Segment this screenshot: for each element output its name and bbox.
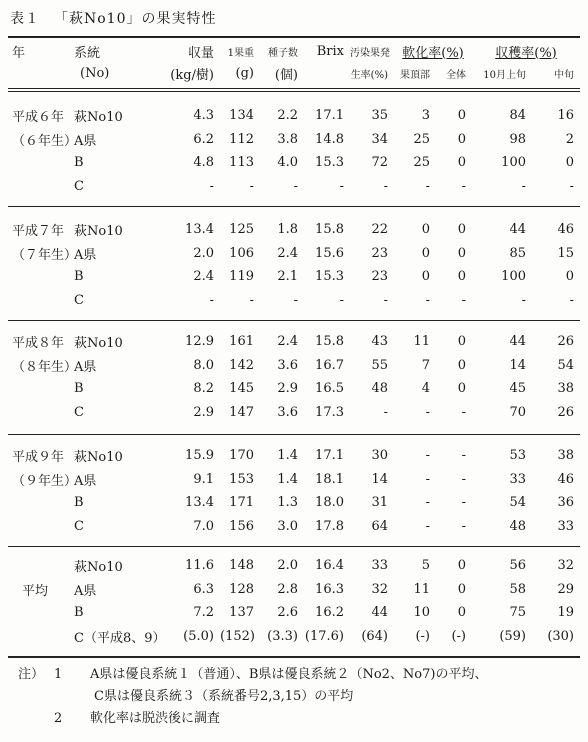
cell: 70 xyxy=(509,404,526,420)
header-soft-top: 果頂部 xyxy=(400,69,430,81)
cell: 147 xyxy=(229,404,254,420)
cell: 8.0 xyxy=(193,357,214,373)
cell: 43 xyxy=(371,334,388,350)
header-yield: 収量 xyxy=(187,45,214,61)
table-row xyxy=(8,625,580,649)
table-row xyxy=(8,401,580,425)
system-cell: A県 xyxy=(74,247,97,263)
system-cell: 萩No10 xyxy=(74,110,123,126)
year-label: 平成７年 xyxy=(12,224,65,240)
cell: 64 xyxy=(371,518,388,534)
cell: - xyxy=(425,471,430,487)
cell: 16.7 xyxy=(315,357,344,373)
cell: (64) xyxy=(361,628,388,644)
year-label: 平成９年 xyxy=(12,450,65,466)
cell: - xyxy=(383,178,388,194)
average-label: 平均 xyxy=(22,583,49,599)
cell: - xyxy=(461,495,466,511)
header-weight-unit: (g) xyxy=(235,65,254,81)
cell: 45 xyxy=(509,381,526,397)
cell: - xyxy=(425,448,430,464)
cell: 11 xyxy=(413,334,430,350)
cell: 1.8 xyxy=(277,222,298,238)
cell: 100 xyxy=(501,269,526,285)
block-rule xyxy=(8,206,580,207)
cell: 32 xyxy=(371,581,388,597)
year-label: 平成８年 xyxy=(12,336,65,352)
cell: 128 xyxy=(229,581,254,597)
cell: 56 xyxy=(509,558,526,574)
cell: 9.1 xyxy=(193,471,214,487)
cell: 19 xyxy=(557,605,574,621)
cell: 4.0 xyxy=(277,155,298,171)
cell: 119 xyxy=(229,269,254,285)
cell: 3 xyxy=(421,108,430,124)
table-row xyxy=(8,330,580,354)
system-cell: B xyxy=(74,381,84,397)
cell: 26 xyxy=(557,404,574,420)
cell: - xyxy=(249,178,254,194)
cell: 72 xyxy=(371,155,388,171)
cell: 7.0 xyxy=(193,518,214,534)
cell: 15.8 xyxy=(315,222,344,238)
table-row xyxy=(8,128,580,152)
cell: 12.9 xyxy=(185,334,214,350)
cell: 11 xyxy=(413,581,430,597)
cell: 35 xyxy=(371,108,388,124)
system-cell: B xyxy=(74,605,84,621)
cell: 148 xyxy=(229,558,254,574)
cell: 0 xyxy=(457,605,466,621)
cell: - xyxy=(461,448,466,464)
note-text: A県は優良系統１（普通）、B県は優良系統２（No2、No7)の平均、 xyxy=(90,667,488,682)
cell: 0 xyxy=(457,381,466,397)
cell: 0 xyxy=(457,334,466,350)
header-rule xyxy=(8,88,580,89)
header-soft-all: 全体 xyxy=(446,69,466,81)
cell: 44 xyxy=(371,605,388,621)
cell: 98 xyxy=(509,131,526,147)
system-cell: 萩No10 xyxy=(74,560,123,576)
cell: 7 xyxy=(421,357,430,373)
cell: 7.2 xyxy=(193,605,214,621)
cell: 15.6 xyxy=(315,245,344,261)
cell: 8.2 xyxy=(193,381,214,397)
cell: 29 xyxy=(557,581,574,597)
note-1-cont xyxy=(18,686,487,708)
cell: 171 xyxy=(229,495,254,511)
cell: 0 xyxy=(457,222,466,238)
cell: 14 xyxy=(371,471,388,487)
cell: 17.1 xyxy=(315,108,344,124)
cell: - xyxy=(461,178,466,194)
cell: 16.2 xyxy=(315,605,344,621)
note-label: 注） xyxy=(18,667,45,682)
cell: - xyxy=(461,292,466,308)
cell: 2.4 xyxy=(277,334,298,350)
cell: 15 xyxy=(557,245,574,261)
table-row xyxy=(8,104,580,128)
system-cell: 萩No10 xyxy=(74,450,123,466)
cell: 2.0 xyxy=(277,558,298,574)
year-label: 平成６年 xyxy=(12,110,65,126)
cell: 145 xyxy=(229,381,254,397)
header-harvest-mid: 中旬 xyxy=(554,69,574,81)
system-cell: C xyxy=(74,518,84,534)
cell: 3.0 xyxy=(277,518,298,534)
table-row xyxy=(8,444,580,468)
cell: 10 xyxy=(413,605,430,621)
cell: 18.0 xyxy=(315,495,344,511)
cell: - xyxy=(461,404,466,420)
system-cell: B xyxy=(74,269,84,285)
bottom-rule xyxy=(8,656,580,658)
cell: 6.2 xyxy=(193,131,214,147)
cell: 0 xyxy=(457,558,466,574)
table-row xyxy=(8,218,580,242)
cell: 15.8 xyxy=(315,334,344,350)
cell: 0 xyxy=(457,581,466,597)
cell: 33 xyxy=(371,558,388,574)
cell: 53 xyxy=(509,448,526,464)
table-row xyxy=(8,554,580,578)
cell: 0 xyxy=(421,269,430,285)
cell: 32 xyxy=(557,558,574,574)
cell: 23 xyxy=(371,245,388,261)
header-no: (No) xyxy=(80,65,110,81)
cell: 5 xyxy=(421,558,430,574)
table-row xyxy=(8,578,580,602)
cell: 142 xyxy=(229,357,254,373)
cell: - xyxy=(209,292,214,308)
year-label xyxy=(8,554,74,578)
year-sub-label: （７年生） xyxy=(12,247,78,263)
cell: 137 xyxy=(229,605,254,621)
table-header xyxy=(8,40,580,84)
cell: (17.6) xyxy=(304,628,344,644)
header-yield-unit: (kg/樹) xyxy=(170,67,214,83)
header-harvest-early: 10月上旬 xyxy=(483,69,526,81)
system-cell: B xyxy=(74,495,84,511)
cell: 0 xyxy=(565,155,574,171)
year-sub-label: （９年生） xyxy=(12,473,78,489)
block-h6 xyxy=(8,104,580,198)
block-rule xyxy=(8,434,580,435)
cell: (3.3) xyxy=(267,628,298,644)
cell: 4 xyxy=(421,381,430,397)
cell: (-) xyxy=(415,628,430,644)
cell: 16.5 xyxy=(315,381,344,397)
cell: - xyxy=(249,292,254,308)
cell: 1.4 xyxy=(277,448,298,464)
cell: 54 xyxy=(557,357,574,373)
table-row xyxy=(8,377,580,401)
cell: 85 xyxy=(509,245,526,261)
cell: 2 xyxy=(565,131,574,147)
cell: - xyxy=(461,471,466,487)
cell: 38 xyxy=(557,448,574,464)
caption-title: 「萩No10」の果実特性 xyxy=(54,11,217,27)
cell: 0 xyxy=(565,269,574,285)
system-cell: A県 xyxy=(74,133,97,149)
cell: 0 xyxy=(457,357,466,373)
cell: 134 xyxy=(229,108,254,124)
cell: (5.0) xyxy=(183,628,214,644)
cell: 84 xyxy=(509,108,526,124)
system-cell: C xyxy=(74,178,84,194)
cell: 106 xyxy=(229,245,254,261)
cell: 13.4 xyxy=(185,495,214,511)
table-row xyxy=(8,289,580,313)
cell: 33 xyxy=(557,518,574,534)
block-rule xyxy=(8,546,580,547)
table-row xyxy=(8,601,580,625)
cell: 2.1 xyxy=(277,269,298,285)
cell: 15.3 xyxy=(315,269,344,285)
cell: 2.8 xyxy=(277,581,298,597)
cell: - xyxy=(425,495,430,511)
cell: 30 xyxy=(371,448,388,464)
cell: 34 xyxy=(371,131,388,147)
cell: - xyxy=(521,292,526,308)
system-cell: C xyxy=(74,404,84,420)
cell: 16.3 xyxy=(315,581,344,597)
block-rule xyxy=(8,320,580,321)
cell: 0 xyxy=(457,245,466,261)
cell: 16 xyxy=(557,108,574,124)
cell: 25 xyxy=(413,155,430,171)
cell: - xyxy=(425,178,430,194)
cell: 2.9 xyxy=(193,404,214,420)
cell: 0 xyxy=(457,108,466,124)
cell: 46 xyxy=(557,222,574,238)
cell: 38 xyxy=(557,381,574,397)
cell: 54 xyxy=(509,495,526,511)
cell: 17.1 xyxy=(315,448,344,464)
cell: - xyxy=(209,178,214,194)
cell: - xyxy=(425,292,430,308)
cell: 48 xyxy=(371,381,388,397)
table-row xyxy=(8,175,580,199)
year-sub-label: （６年生） xyxy=(12,133,78,149)
block-h9 xyxy=(8,444,580,538)
table-row xyxy=(8,354,580,378)
cell: - xyxy=(569,178,574,194)
header-harvest: 収穫率(%) xyxy=(495,45,557,61)
cell: 14 xyxy=(509,357,526,373)
cell: 161 xyxy=(229,334,254,350)
note-number: 1 xyxy=(54,667,63,682)
cell: 36 xyxy=(557,495,574,511)
cell: 2.4 xyxy=(277,245,298,261)
cell: 15.9 xyxy=(185,448,214,464)
cell: 11.6 xyxy=(185,558,214,574)
cell: 22 xyxy=(371,222,388,238)
top-rule xyxy=(8,36,580,38)
cell: 55 xyxy=(371,357,388,373)
cell: (59) xyxy=(499,628,526,644)
note-2 xyxy=(18,708,487,730)
cell: - xyxy=(521,178,526,194)
header-stain-2: 生率(%) xyxy=(350,69,388,81)
cell: 0 xyxy=(457,269,466,285)
block-h8 xyxy=(8,330,580,424)
table-row xyxy=(8,242,580,266)
cell: 2.2 xyxy=(277,108,298,124)
header-year: 年 xyxy=(12,45,26,61)
cell: 15.3 xyxy=(315,155,344,171)
system-cell: A県 xyxy=(74,583,97,599)
system-cell: 萩No10 xyxy=(74,224,123,240)
cell: - xyxy=(461,518,466,534)
cell: 1.4 xyxy=(277,471,298,487)
system-cell: C（平成8、9） xyxy=(74,630,166,646)
cell: - xyxy=(383,404,388,420)
cell: - xyxy=(293,178,298,194)
cell: 6.3 xyxy=(193,581,214,597)
cell: 2.9 xyxy=(277,381,298,397)
cell: 2.6 xyxy=(277,605,298,621)
cell: 3.6 xyxy=(277,357,298,373)
cell: - xyxy=(383,292,388,308)
cell: - xyxy=(293,292,298,308)
table-row xyxy=(8,515,580,539)
cell: 113 xyxy=(229,155,254,171)
table-caption xyxy=(10,8,231,28)
cell: 153 xyxy=(229,471,254,487)
cell: 3.8 xyxy=(277,131,298,147)
block-h7 xyxy=(8,218,580,312)
cell: - xyxy=(339,292,344,308)
cell: 2.0 xyxy=(193,245,214,261)
cell: 0 xyxy=(457,155,466,171)
table-row xyxy=(8,491,580,515)
cell: 4.3 xyxy=(193,108,214,124)
header-softening: 軟化率(%) xyxy=(402,45,464,61)
cell: 31 xyxy=(371,495,388,511)
system-cell: A県 xyxy=(74,359,97,375)
note-1 xyxy=(18,664,487,686)
cell: 112 xyxy=(229,131,254,147)
cell: - xyxy=(569,292,574,308)
cell: - xyxy=(425,404,430,420)
note-text: 軟化率は脱渋後に調査 xyxy=(90,711,221,726)
block-average xyxy=(8,554,580,648)
system-cell: C xyxy=(74,292,84,308)
cell: 156 xyxy=(229,518,254,534)
cell: 18.1 xyxy=(315,471,344,487)
table-row xyxy=(8,265,580,289)
cell: 125 xyxy=(229,222,254,238)
cell: 44 xyxy=(509,334,526,350)
system-cell: B xyxy=(74,155,84,171)
cell: 14.8 xyxy=(315,131,344,147)
header-brix: Brix xyxy=(316,43,344,59)
cell: 0 xyxy=(421,245,430,261)
cell: 26 xyxy=(557,334,574,350)
note-text: C県は優良系統３（系統番号2,3,15）の平均 xyxy=(94,689,354,704)
cell: 48 xyxy=(509,518,526,534)
cell: 17.3 xyxy=(315,404,344,420)
cell: (152) xyxy=(220,628,255,644)
cell: - xyxy=(425,518,430,534)
cell: 170 xyxy=(229,448,254,464)
cell: 58 xyxy=(509,581,526,597)
cell: 100 xyxy=(501,155,526,171)
note-number: 2 xyxy=(54,711,63,726)
cell: 33 xyxy=(509,471,526,487)
table-row xyxy=(8,468,580,492)
cell: 4.8 xyxy=(193,155,214,171)
cell: (30) xyxy=(547,628,574,644)
cell: 16.4 xyxy=(315,558,344,574)
cell: 25 xyxy=(413,131,430,147)
system-cell: A県 xyxy=(74,473,97,489)
cell: 0 xyxy=(457,131,466,147)
cell: 2.4 xyxy=(193,269,214,285)
caption-label: 表１ xyxy=(10,11,40,27)
year-sub-label: （８年生） xyxy=(12,359,78,375)
header-stain-1: 汚染果発 xyxy=(350,47,390,59)
cell: 44 xyxy=(509,222,526,238)
cell: 1.3 xyxy=(277,495,298,511)
cell: (-) xyxy=(451,628,466,644)
cell: - xyxy=(339,178,344,194)
system-cell: 萩No10 xyxy=(74,336,123,352)
cell: 0 xyxy=(421,222,430,238)
cell: 75 xyxy=(509,605,526,621)
cell: 3.6 xyxy=(277,404,298,420)
cell: 46 xyxy=(557,471,574,487)
header-seeds-unit: (個) xyxy=(274,67,298,83)
header-fruit-weight: 1果重 xyxy=(227,47,254,59)
cell: 13.4 xyxy=(185,222,214,238)
cell: 23 xyxy=(371,269,388,285)
header-system: 系統 xyxy=(74,45,101,61)
table-notes xyxy=(18,664,487,730)
cell: 17.8 xyxy=(315,518,344,534)
table-row xyxy=(8,151,580,175)
header-seeds: 種子数 xyxy=(268,47,298,59)
